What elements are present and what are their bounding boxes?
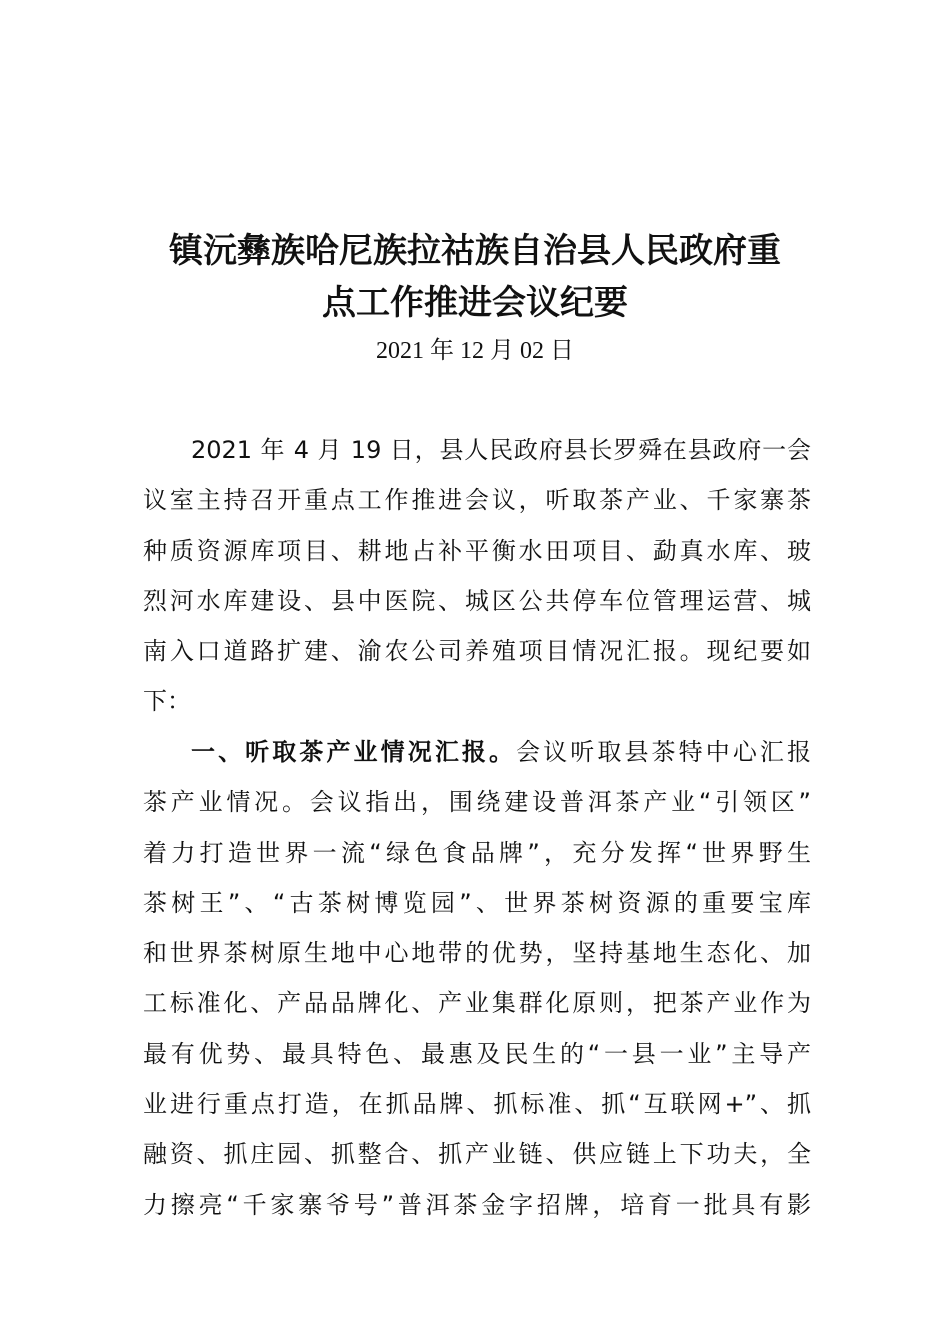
paragraph-line: 烈河水库建设、县中医院、城区公共停车位管理运营、城	[143, 586, 811, 615]
paragraph-line: 南入口道路扩建、渝农公司养殖项目情况汇报。现纪要如	[143, 637, 811, 666]
paragraph-line: 融资、抓庄园、抓整合、抓产业链、供应链上下功夫，全	[143, 1140, 811, 1169]
paragraph-line: 议室主持召开重点工作推进会议，听取茶产业、千家寨茶	[143, 486, 811, 515]
paragraph-line: 2021 年 4 月 19 日，县人民政府县长罗舜在县政府一会	[191, 436, 811, 464]
paragraph-line: 工标准化、产品品牌化、产业集群化原则，把茶产业作为	[143, 989, 811, 1018]
document-date: 2021 年 12 月 02 日	[376, 338, 574, 364]
document-title-line-2: 点工作推进会议纪要	[322, 283, 628, 323]
paragraph-line: 种质资源库项目、耕地占补平衡水田项目、勐真水库、玻	[143, 536, 811, 565]
paragraph-line: 茶产业情况。会议指出，围绕建设普洱茶产业“引领区”	[143, 788, 811, 817]
section-1-first-line-text: 会议听取县茶特中心汇报	[516, 738, 812, 766]
section-1-first-line	[143, 727, 811, 777]
paragraph-line: 最有优势、最具特色、最惠及民生的“一县一业”主导产	[143, 1039, 811, 1068]
section-1-heading: 一、听取茶产业情况汇报。	[191, 738, 517, 766]
intro-paragraph	[143, 425, 811, 727]
paragraph-line: 业进行重点打造，在抓品牌、抓标准、抓“互联网+”、抓	[143, 1090, 811, 1119]
section-1-paragraph	[143, 727, 811, 1230]
paragraph-line: 着力打造世界一流“绿色食品牌”，充分发挥“世界野生	[143, 838, 811, 867]
document-title-line-1: 镇沅彝族哈尼族拉祜族自治县人民政府重	[169, 231, 781, 271]
paragraph-line: 茶树王”、“古茶树博览园”、世界茶树资源的重要宝库	[143, 888, 811, 917]
paragraph-line: 下：	[143, 687, 191, 716]
paragraph-line: 力擦亮“千家寨爷号”普洱茶金字招牌，培育一批具有影	[143, 1190, 811, 1219]
paragraph-line: 和世界茶树原生地中心地带的优势，坚持基地生态化、加	[143, 939, 811, 968]
